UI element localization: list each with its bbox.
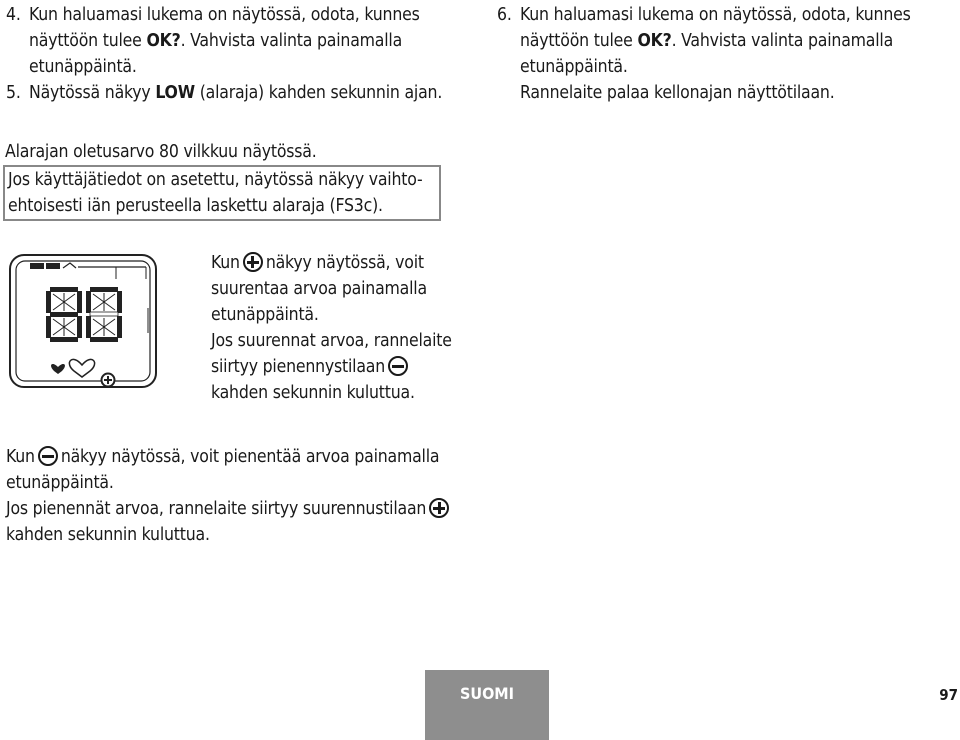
note-line: Jos käyttäjätiedot on asetettu, näytössä näkyy vaihto- xyxy=(8,170,423,190)
text-line: kahden sekunnin kuluttua. xyxy=(6,525,210,545)
plus-mode-text xyxy=(211,250,511,406)
display-drawing xyxy=(8,253,158,389)
battery-segment-icon xyxy=(30,263,44,269)
step-line: Rannelaite palaa kellonajan näyttötilaan. xyxy=(520,83,835,103)
step-6 xyxy=(497,2,960,106)
battery-segment-icon xyxy=(46,263,60,269)
default-value-note xyxy=(5,139,445,221)
plus-circle-icon xyxy=(243,252,263,272)
ok-keyword: OK? xyxy=(637,31,672,51)
step-number: 5. xyxy=(6,83,21,103)
text-line: siirtyy pienennystilaan xyxy=(211,354,511,380)
language-tab: SUOMI xyxy=(425,670,549,740)
note-line: Alarajan oletusarvo 80 vilkkuu näytössä. xyxy=(5,142,317,162)
text-line: etunäppäintä. xyxy=(6,473,114,493)
step-number: 4. xyxy=(6,5,21,25)
text-line: Kun näkyy näytössä, voit xyxy=(211,253,424,273)
step-line: näyttöön tulee OK?. Vahvista valinta painamalla xyxy=(29,31,403,51)
step-4 xyxy=(6,2,469,80)
minus-mode-text xyxy=(6,444,506,548)
text-line: Kun näkyy näytössä, voit pienentää arvoa painamalla xyxy=(6,447,440,467)
ok-keyword: OK? xyxy=(146,31,181,51)
minus-circle-icon xyxy=(38,446,58,466)
step-5 xyxy=(6,80,469,106)
low-keyword: LOW xyxy=(155,83,195,103)
step-line: Kun haluamasi lukema on näytössä, odota, kunnes xyxy=(520,5,911,25)
text-line: kahden sekunnin kuluttua. xyxy=(211,383,415,403)
text-line: suurentaa arvoa painamalla xyxy=(211,279,427,299)
steps-left xyxy=(6,2,469,106)
wrist-display-illustration xyxy=(8,253,158,389)
step-line: Kun haluamasi lukema on näytössä, odota, kunnes xyxy=(29,5,420,25)
plus-circle-icon xyxy=(429,498,449,518)
minus-circle-icon xyxy=(388,356,408,376)
text-line: Jos pienennät arvoa, rannelaite siirtyy suurennustilaan xyxy=(6,496,506,522)
text-line: Jos suurennat arvoa, rannelaite xyxy=(211,331,452,351)
note-line: ehtoisesti iän perusteella laskettu alaraja (FS3c). xyxy=(8,196,383,216)
steps-right xyxy=(497,2,960,106)
step-number: 6. xyxy=(497,5,512,25)
step-line: näyttöön tulee OK?. Vahvista valinta painamalla xyxy=(520,31,894,51)
step-line: Näytössä näkyy LOW (alaraja) kahden sekunnin ajan. xyxy=(29,83,443,103)
step-line: etunäppäintä. xyxy=(29,57,137,77)
text-line: etunäppäintä. xyxy=(211,305,319,325)
page-number: 97 xyxy=(939,686,958,704)
user-info-box xyxy=(3,165,441,221)
step-line: etunäppäintä. xyxy=(520,57,628,77)
